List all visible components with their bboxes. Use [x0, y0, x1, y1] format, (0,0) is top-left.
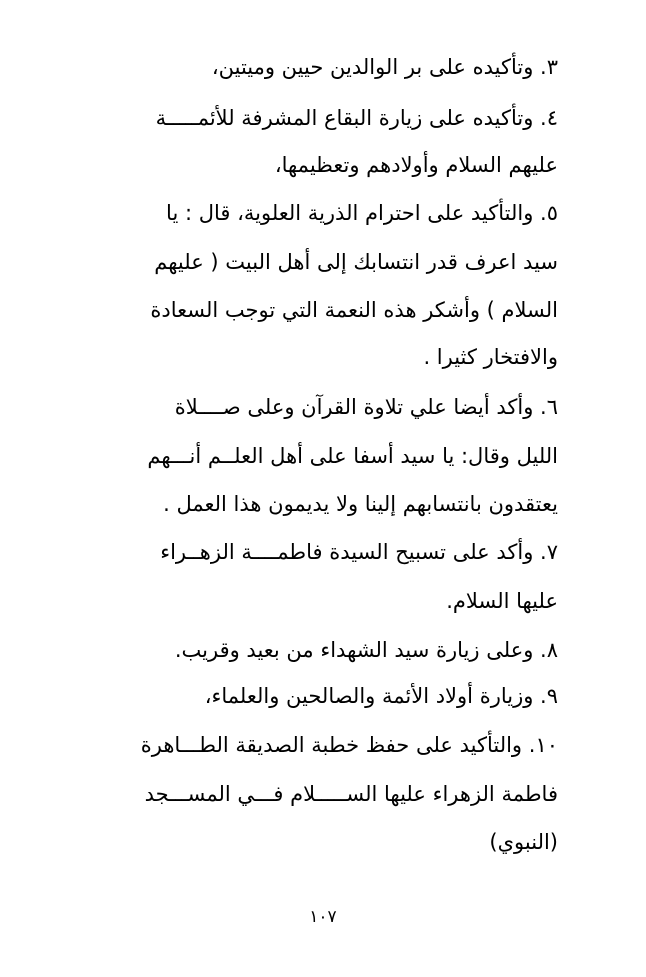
text-line-13: ٨. وعلى زيارة سيد الشهداء من بعيد وقريب.	[174, 638, 558, 662]
text-line-7: والافتخار كثيرا .	[423, 345, 558, 369]
text-line-14: ٩. وزيارة أولاد الأئمة والصالحين والعلماء،	[204, 684, 558, 708]
text-line-5: سيد اعرف قدر انتسابك إلى أهل البيت ( عليهم	[154, 250, 558, 274]
text-line-17: (النبوي)	[489, 830, 558, 854]
text-line-16: فاطمة الزهراء عليها الســـــلام فـــي المســـجد	[144, 782, 558, 806]
text-line-12: عليها السلام.	[446, 589, 558, 613]
text-line-11: ٧. وأكد على تسبيح السيدة فاطمــــة الزهــراء	[160, 540, 558, 564]
text-line-8: ٦. وأكد أيضا علي تلاوة القرآن وعلى صــــلاة	[174, 395, 558, 419]
text-line-6: السلام ) وأشكر هذه النعمة التي توجب السعادة	[150, 298, 558, 322]
text-line-2: ٤. وتأكيده على زيارة البقاع المشرفة للأئمـــــة	[155, 106, 558, 130]
text-line-10: يعتقدون بانتسابهم إلينا ولا يديمون هذا العمل .	[163, 492, 558, 516]
text-line-15: ١٠. والتأكيد على حفظ خطبة الصديقة الطـــاهرة	[140, 733, 558, 757]
text-line-1: ٣. وتأكيده على بر الوالدين حيين وميتين،	[211, 55, 558, 79]
text-line-4: ٥. والتأكيد على احترام الذرية العلوية، قال : يا	[166, 201, 558, 225]
text-line-3: عليهم السلام وأولادهم وتعظيمها،	[274, 153, 558, 177]
text-line-9: الليل وقال: يا سيد أسفا على أهل العلــم أنـــهم	[147, 444, 558, 468]
page-number: ١٠٧	[309, 907, 337, 927]
